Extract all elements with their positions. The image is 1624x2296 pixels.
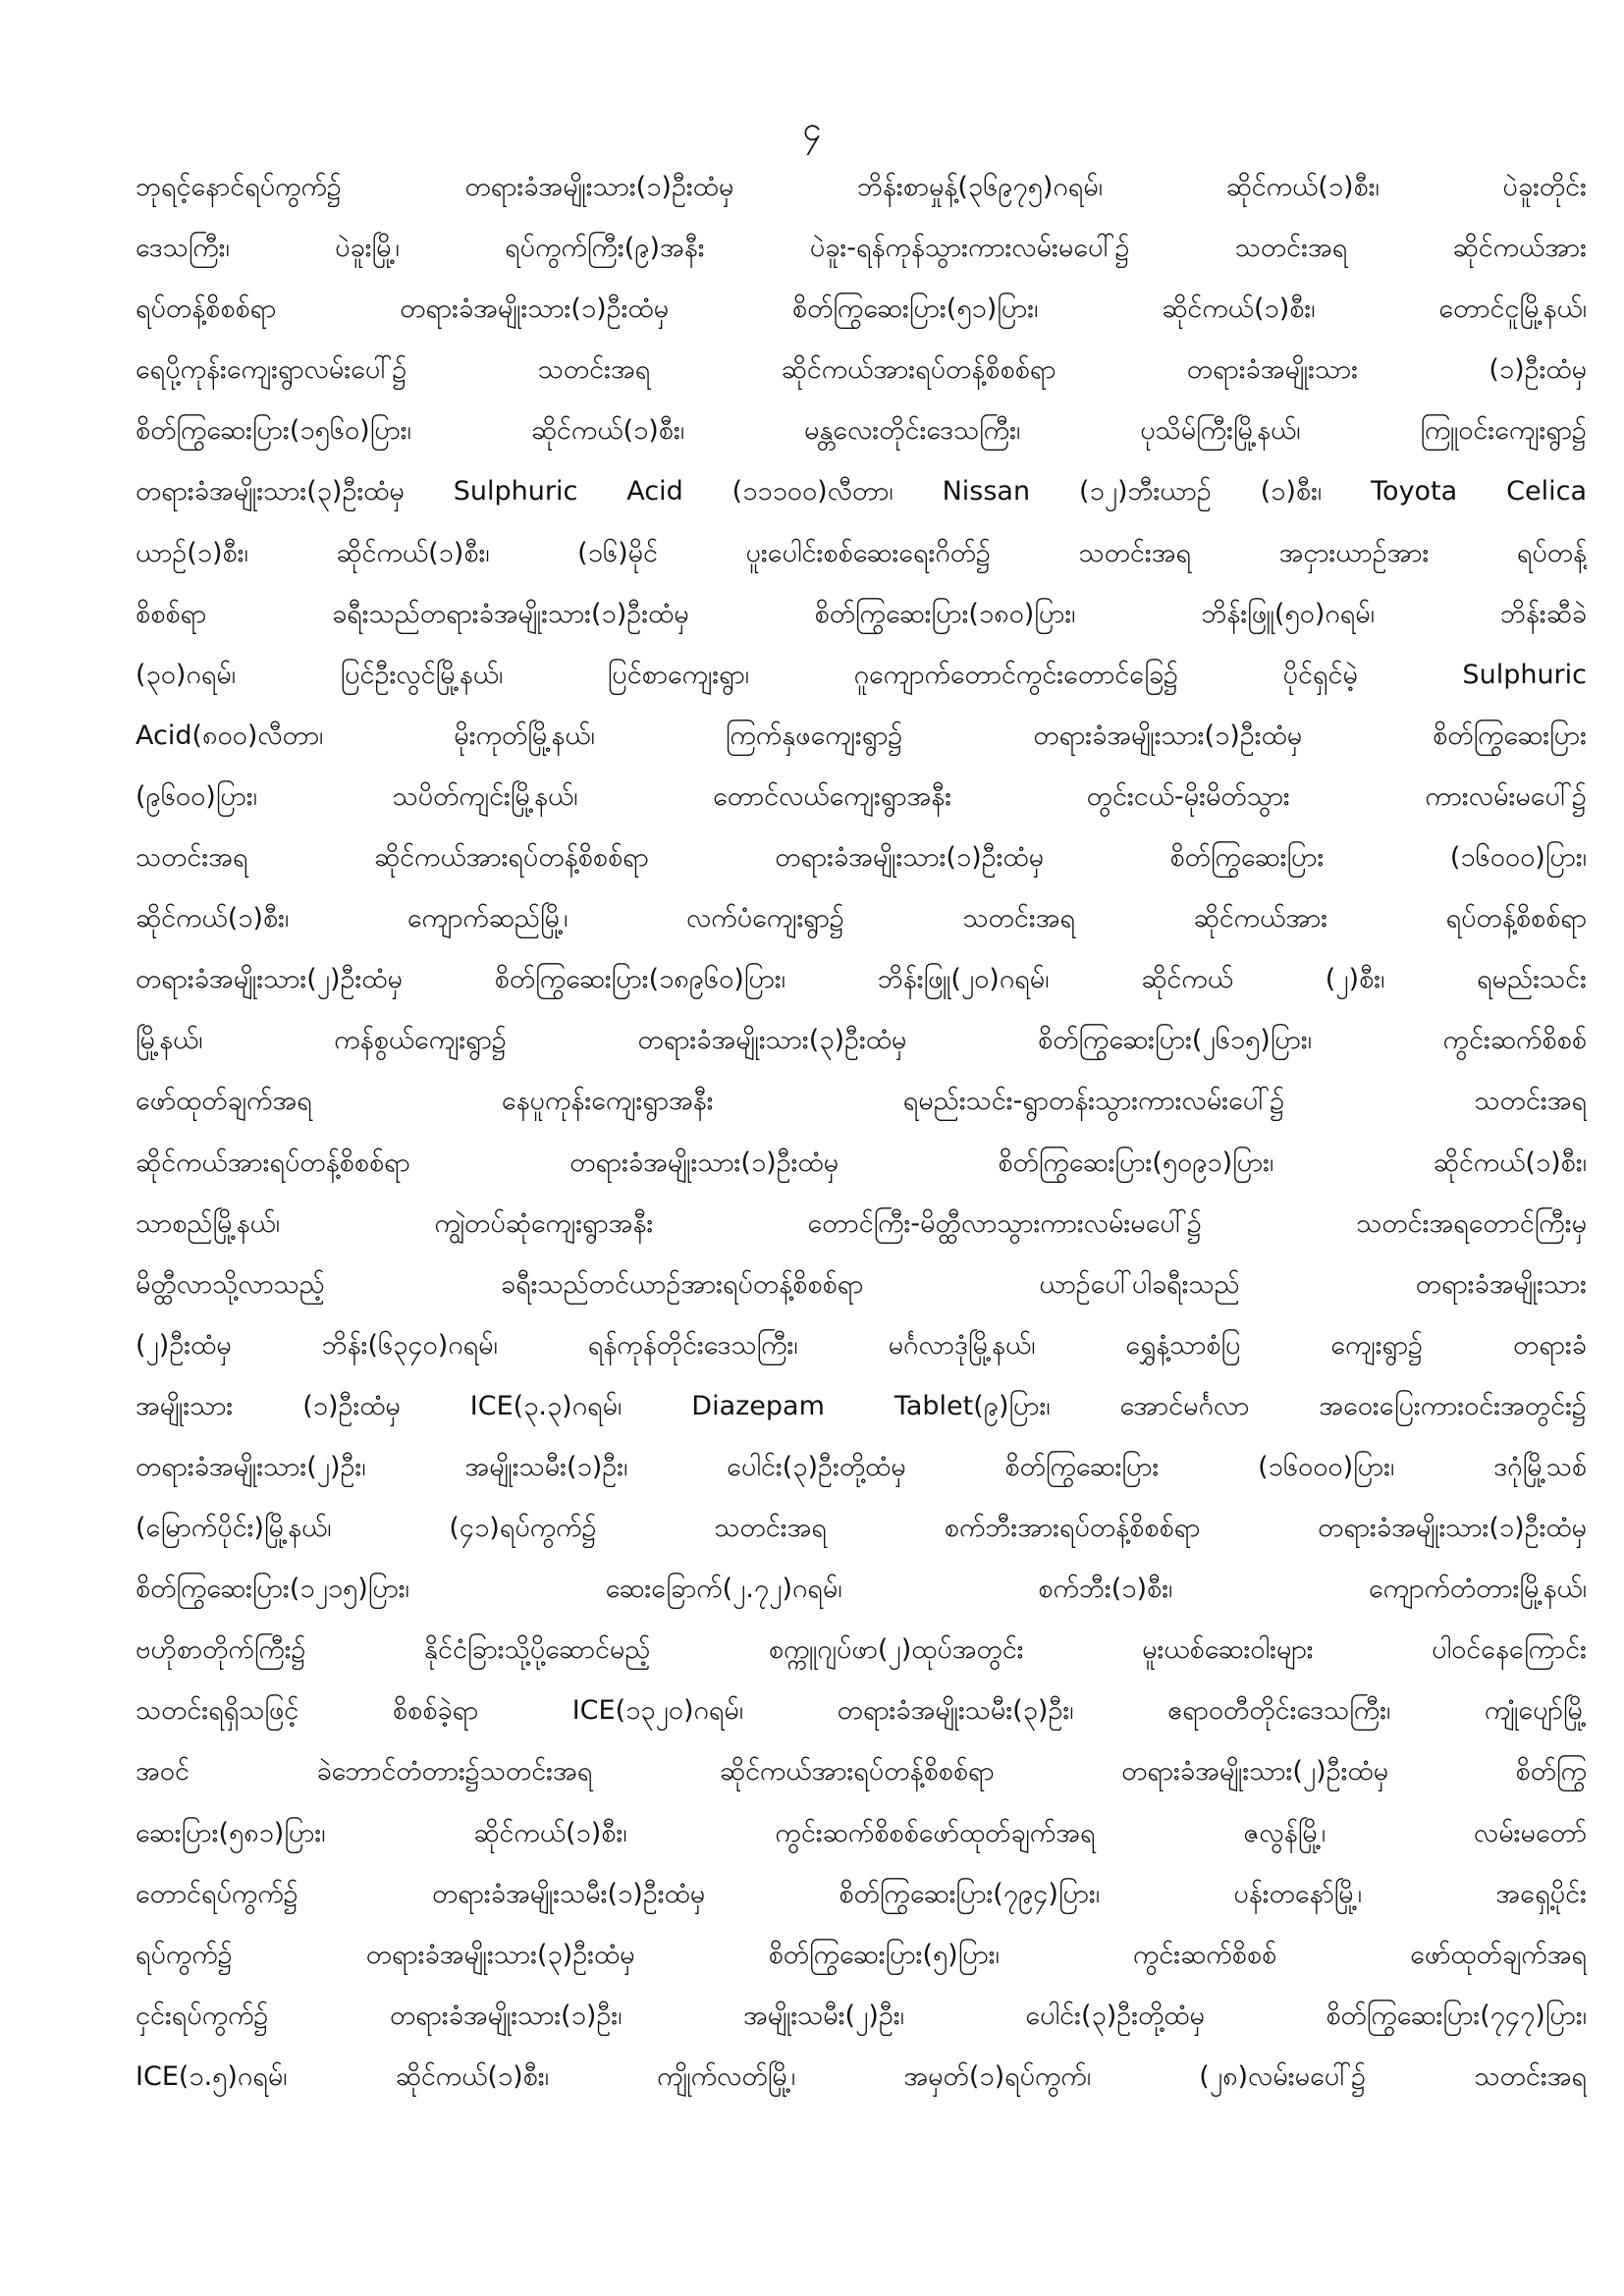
body-line: (၃၀)ဂရမ်၊ ပြင်ဦးလွင်မြို့နယ်၊ ပြင်စာကျေးရွာ၊ ဂူကျောက်တောင်ကွင်းတောင်ခြေ၌ ပိုင်ရှင်မဲ့ Sulphuric — [135, 659, 1587, 690]
body-line: တရားခံအမျိုးသား(၂)ဦးထံမှ စိတ်ကြွဆေးပြား(၁၈၉၆၀)ပြား၊ ဘိန်းဖြူ(၂၀)ဂရမ်၊ ဆိုင်ကယ် (၂)စီး၊ ရမည်းသင်း — [135, 964, 1587, 995]
body-line: ဒေသကြီး၊ ပဲခူးမြို့၊ ရပ်ကွက်ကြီး(၉)အနီး ပဲခူး-ရန်ကုန်သွားကားလမ်းမပေါ်၌ သတင်းအရ ဆိုင်ကယ်အား — [135, 233, 1587, 264]
body-line: သတင်းရရှိသဖြင့် စိစစ်ခဲ့ရာ ICE(၁၃၂၀)ဂရမ်၊ တရားခံအမျိုးသမီး(၃)ဦး၊ ဧရာဝတီတိုင်းဒေသကြီး၊ ကျုံပျော်မြို့ — [135, 1695, 1587, 1727]
body-line: ရပ်ကွက်၌ တရားခံအမျိုးသား(၃)ဦးထံမှ စိတ်ကြွဆေးပြား(၅)ပြား၊ ကွင်းဆက်စိစစ် ဖော်ထုတ်ချက်အရ — [135, 1939, 1587, 1970]
body-line: ရပ်တန့်စိစစ်ရာ တရားခံအမျိုးသား(၁)ဦးထံမှ စိတ်ကြွဆေးပြား(၅၁)ပြား၊ ဆိုင်ကယ်(၁)စီး၊ တောင်ငူမြို့နယ်၊ — [135, 294, 1587, 325]
page-number: ၄ — [802, 110, 822, 149]
body-line: ယာဉ်(၁)စီး၊ ဆိုင်ကယ်(၁)စီး၊ (၁၆)မိုင် ပူးပေါင်းစစ်ဆေးရေးဂိတ်၌ သတင်းအရ အငှားယာဉ်အား ရပ်တန့် — [135, 537, 1587, 568]
body-line: တရားခံအမျိုးသား(၂)ဦး၊ အမျိုးသမီး(၁)ဦး၊ ပေါင်း(၃)ဦးတို့ထံမှ စိတ်ကြွဆေးပြား (၁၆၀၀၀)ပြား၊ ဒဂုံမြို့သစ် — [135, 1451, 1587, 1482]
body-line: ဗဟိုစာတိုက်ကြီး၌ နိုင်ငံခြားသို့ပို့ဆောင်မည့် စက္ကူဂျပ်ဖာ(၂)ထုပ်အတွင်း မူးယစ်ဆေးဝါးများ ပါဝင်နေကြောင်း — [135, 1634, 1587, 1666]
body-line: ဆိုင်ကယ်(၁)စီး၊ ကျောက်ဆည်မြို့၊ လက်ပံကျေးရွာ၌ သတင်းအရ ဆိုင်ကယ်အား ရပ်တန့်စိစစ်ရာ — [135, 903, 1587, 934]
body-line: (၉၆၀၀)ပြား၊ သပိတ်ကျင်းမြို့နယ်၊ တောင်လယ်ကျေးရွာအနီး တွင်းငယ်-မိုးမိတ်သွား ကားလမ်းမပေါ်၌ — [135, 780, 1587, 812]
body-line: စိတ်ကြွဆေးပြား(၁၂၁၅)ပြား၊ ဆေးခြောက်(၂.၇၂)ဂရမ်၊ စက်ဘီး(၁)စီး၊ ကျောက်တံတားမြို့နယ်၊ — [135, 1574, 1587, 1605]
body-line: မြို့နယ်၊ ကန်စွယ်ကျေးရွာ၌ တရားခံအမျိုးသား(၃)ဦးထံမှ စိတ်ကြွဆေးပြား(၂၆၁၅)ပြား၊ ကွင်းဆက်စိစစ် — [135, 1025, 1587, 1056]
body-line: အမျိုးသား (၁)ဦးထံမှ ICE(၃.၃)ဂရမ်၊ Diazepam Tablet(၉)ပြား၊ အောင်မင်္ဂလာ အဝေးပြေးကားဝင်းအတွင်း၌ — [135, 1390, 1587, 1421]
body-text — [135, 157, 1587, 2108]
body-line: သာစည်မြို့နယ်၊ ကျွဲတပ်ဆုံကျေးရွာအနီး တောင်ကြီး-မိတ္ထီလာသွားကားလမ်းမပေါ်၌ သတင်းအရတောင်ကြီးမှ — [135, 1207, 1587, 1239]
body-line: သတင်းအရ ဆိုင်ကယ်အားရပ်တန့်စိစစ်ရာ တရားခံအမျိုးသား(၁)ဦးထံမှ စိတ်ကြွဆေးပြား (၁၆၀၀၀)ပြား၊ — [135, 842, 1587, 874]
body-line: ICE(၁.၅)ဂရမ်၊ ဆိုင်ကယ်(၁)စီး၊ ကျိုက်လတ်မြို့၊ အမှတ်(၁)ရပ်ကွက်၊ (၂၈)လမ်းမပေါ်၌ သတင်းအရ — [135, 2060, 1587, 2092]
body-line: စိစစ်ရာ ခရီးသည်တရားခံအမျိုးသား(၁)ဦးထံမှ စိတ်ကြွဆေးပြား(၁၈၀)ပြား၊ ဘိန်းဖြူ(၅၀)ဂရမ်၊ ဘိန်းဆီခဲ — [135, 598, 1587, 629]
body-line: Acid(၈၀၀)လီတာ၊ မိုးကုတ်မြို့နယ်၊ ကြက်နှဖကျေးရွာ၌ တရားခံအမျိုးသား(၁)ဦးထံမှ စိတ်ကြွဆေးပြား — [135, 720, 1587, 751]
body-line: ငှင်းရပ်ကွက်၌ တရားခံအမျိုးသား(၁)ဦး၊ အမျိုးသမီး(၂)ဦး၊ ပေါင်း(၃)ဦးတို့ထံမှ စိတ်ကြွဆေးပြား(၇၄၇)ပြား၊ — [135, 2000, 1587, 2031]
body-line: တရားခံအမျိုးသား(၃)ဦးထံမှ Sulphuric Acid (၁၁၁၀၀)လီတာ၊ Nissan (၁၂)ဘီးယာဉ် (၁)စီး၊ Toyota Celica — [135, 476, 1587, 507]
body-line: ဆိုင်ကယ်အားရပ်တန့်စိစစ်ရာ တရားခံအမျိုးသား(၁)ဦးထံမှ စိတ်ကြွဆေးပြား(၅၀၉၁)ပြား၊ ဆိုင်ကယ်(၁)စီး၊ — [135, 1147, 1587, 1178]
body-line: (၂)ဦးထံမှ ဘိန်း(၆၃၄၀)ဂရမ်၊ ရန်ကုန်တိုင်းဒေသကြီး၊ မင်္ဂလာဒုံမြို့နယ်၊ ရွှေနံ့သာစံပြ ကျေးရွာ၌ တရားခံ — [135, 1329, 1587, 1361]
body-line: ဘုရင့်နောင်ရပ်ကွက်၌ တရားခံအမျိုးသား(၁)ဦးထံမှ ဘိန်းစာမှုန့်(၃၆၉၇၅)ဂရမ်၊ ဆိုင်ကယ်(၁)စီး၊ ပဲခူးတိုင်း — [135, 172, 1587, 202]
body-line: တောင်ရပ်ကွက်၌ တရားခံအမျိုးသမီး(၁)ဦးထံမှ စိတ်ကြွဆေးပြား(၇၉၄)ပြား၊ ပန်းတနော်မြို့၊ အရှေ့ပိုင်း — [135, 1878, 1587, 1909]
body-line: အဝင် ခဲဘောင်တံတား၌သတင်းအရ ဆိုင်ကယ်အားရပ်တန့်စိစစ်ရာ တရားခံအမျိုးသား(၂)ဦးထံမှ စိတ်ကြွ — [135, 1756, 1587, 1788]
body-line: ရေပို့ကုန်းကျေးရွာလမ်းပေါ်၌ သတင်းအရ ဆိုင်ကယ်အားရပ်တန့်စိစစ်ရာ တရားခံအမျိုးသား (၁)ဦးထံမှ — [135, 354, 1587, 386]
body-line: (မြောက်ပိုင်း)မြို့နယ်၊ (၄၁)ရပ်ကွက်၌ သတင်းအရ စက်ဘီးအားရပ်တန့်စိစစ်ရာ တရားခံအမျိုးသား(၁)ဦးထံမှ — [135, 1513, 1587, 1544]
body-line: စိတ်ကြွဆေးပြား(၁၅၆၀)ပြား၊ ဆိုင်ကယ်(၁)စီး၊ မန္တလေးတိုင်းဒေသကြီး၊ ပုသိမ်ကြီးမြို့နယ်၊ ကြူဝင်းကျေးရွာ၌ — [135, 415, 1587, 447]
body-line: မိတ္ထီလာသို့လာသည့် ခရီးသည်တင်ယာဉ်အားရပ်တန့်စိစစ်ရာ ယာဉ်ပေါ်ပါခရီးသည် တရားခံအမျိုးသား — [135, 1268, 1587, 1300]
body-line: ဆေးပြား(၅၈၁)ပြား၊ ဆိုင်ကယ်(၁)စီး၊ ကွင်းဆက်စိစစ်ဖော်ထုတ်ချက်အရ ဇလွန်မြို့၊ လမ်းမတော် — [135, 1817, 1587, 1848]
body-line: ဖော်ထုတ်ချက်အရ နေပူကုန်းကျေးရွာအနီး ရမည်းသင်း-ရွာတန်းသွားကားလမ်းပေါ်၌ သတင်းအရ — [135, 1086, 1587, 1117]
